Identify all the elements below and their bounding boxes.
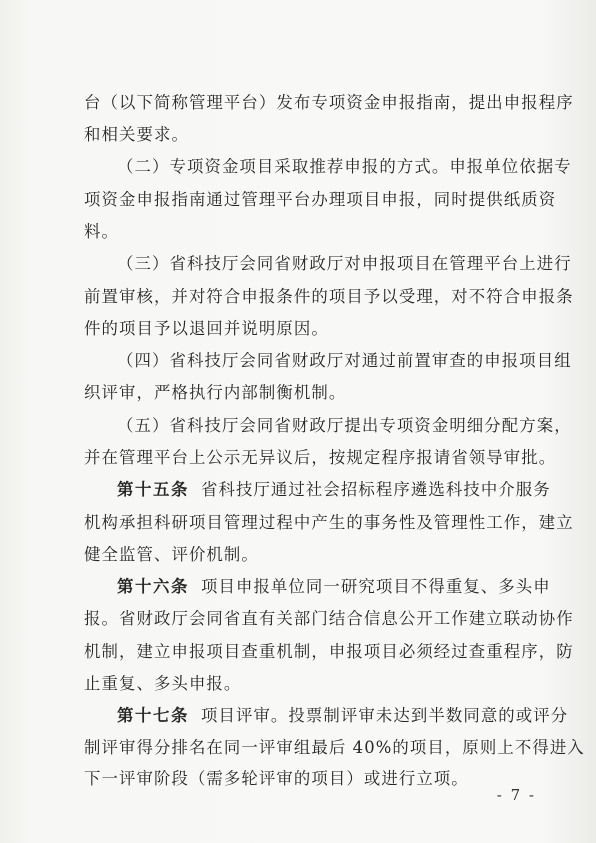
- paragraph-line: （五）省科技厅会同省财政厅提出专项资金明细分配方案，: [117, 416, 572, 435]
- paragraph-text: 省科技厅通过社会招标程序遴选科技中介服务: [200, 480, 551, 499]
- paragraph-text: 项目评审。投票制评审未达到半数同意的或评分: [200, 706, 569, 725]
- paragraph-line: （四）省科技厅会同省财政厅对通过前置审查的申报项目组: [117, 351, 572, 370]
- paragraph-line: 前置审核，并对符合申报条件的项目予以受理，对不符合申报条: [84, 287, 574, 306]
- paragraph-line: 项资金申报指南通过管理平台办理项目申报，同时提供纸质资: [84, 190, 557, 209]
- article-number: 第十六条: [117, 577, 189, 596]
- paragraph-line: 止重复、多头申报。: [84, 674, 242, 693]
- paragraph-line: 机制，建立申报项目查重机制，申报项目必须经过查重程序，防: [84, 642, 574, 661]
- paragraph-line: 件的项目予以退回并说明原因。: [84, 319, 329, 338]
- paragraph-line: （三）省科技厅会同省财政厅对申报项目在管理平台上进行: [117, 254, 572, 273]
- article-15-first-line: [117, 479, 551, 501]
- paragraph-line: 织评审，严格执行内部制衡机制。: [84, 383, 347, 402]
- paragraph-line: （二）专项资金项目采取推荐申报的方式。申报单位依据专: [117, 157, 572, 176]
- page-number: - 7 -: [496, 786, 536, 804]
- article-16-first-line: [117, 576, 551, 598]
- paragraph-line: 料。: [84, 222, 119, 241]
- paragraph-line: 下一评审阶段（需多轮评审的项目）或进行立项。: [84, 769, 469, 788]
- paragraph-text: 项目申报单位同一研究项目不得重复、多头申: [200, 577, 551, 596]
- paragraph-line: 机构承担科研项目管理过程中产生的事务性及管理性工作，建立: [84, 513, 574, 532]
- article-17-first-line: [117, 705, 569, 727]
- article-number: 第十七条: [117, 706, 189, 725]
- paragraph-line: 制评审得分排名在同一评审组最后 40%的项目，原则上不得进入: [84, 738, 585, 757]
- paragraph-line: 和相关要求。: [84, 125, 189, 144]
- paragraph-line: 报。省财政厅会同省直有关部门结合信息公开工作建立联动协作: [84, 609, 574, 628]
- paragraph-line: 健全监管、评价机制。: [84, 545, 259, 564]
- paragraph-line: 台（以下简称管理平台）发布专项资金申报指南，提出申报程序: [84, 93, 574, 112]
- article-number: 第十五条: [117, 480, 189, 499]
- paragraph-line: 并在管理平台上公示无异议后，按规定程序报请省领导审批。: [84, 448, 557, 467]
